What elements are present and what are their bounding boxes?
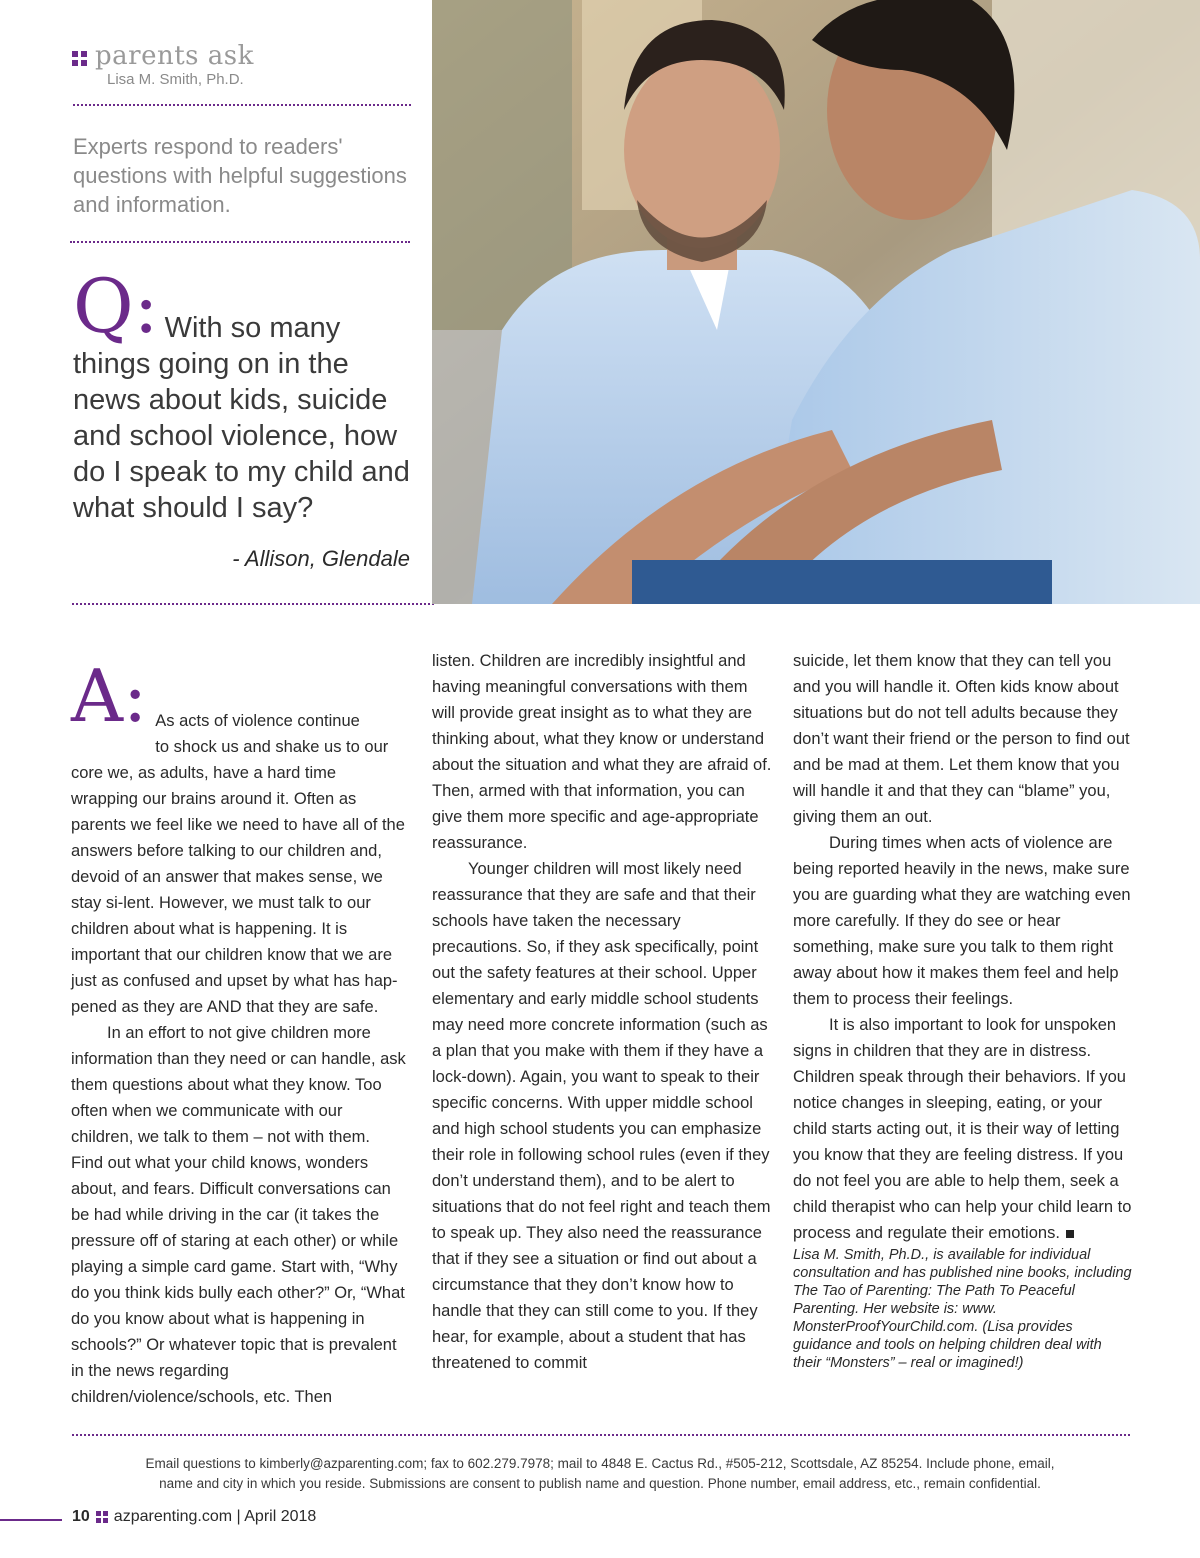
answer-paragraph-5: suicide, let them know that they can tell you and you will handle it. Often kids know about situations but do not tell adults because they don’t want their friend or the person to find out and be mad at them. Let them know that you will handle it and that they can “blame” you, giving them an out. [793,652,1130,826]
answer-column-1 [71,648,406,1410]
submission-note-line-2: name and city in which you reside. Submissions are consent to publish name and question. Phone number, email address, etc., remain confidential. [159,1476,1041,1491]
end-mark-icon [1066,1230,1074,1238]
answer-paragraph-7-text: It is also important to look for unspoken signs in children that they are in distress. Children speak through their behaviors. If you notice changes in sleeping, eating, or your child starts acting out, it is their way of letting you know that they are feeling distress. If you do not feel you are able to help them, seek a child therapist who can help your child learn to process and regulate their emotions. [793,1016,1132,1242]
father-and-son-photo-icon [432,0,1200,604]
question-first-line: With so many [164,312,341,344]
question-rest: things going on in the news about kids, suicide and school violence, how do I speak to my child and what should I say? [73,348,410,524]
submission-note [130,1454,1070,1494]
answer-paragraph-1: to shock us and shake us to our core we, as adults, have a hard time wrapping our brains around it. Often as parents we feel like we need to have all of the answers before talking to our children and, devoid of an answer that makes sense, we stay si-lent. However, we must talk to our children about what is happening. It is important that our children know that we are just as confused and upset by what has hap-pened as they are AND that they are safe. [71,738,405,1016]
answer-first-line: As acts of violence continue [155,712,360,730]
folio-rule [0,1519,62,1521]
question-attribution: - Allison, Glendale [232,546,410,571]
author-byline: Lisa M. Smith, Ph.D. [107,71,244,88]
publication-info: azparenting.com | April 2018 [113,1508,317,1525]
author-bio: Lisa M. Smith, Ph.D., is available for individual consultation and has published nine books, including The Tao of Parenting: The Path To Peaceful Parenting. Her website is: www. MonsterProofYourChild.com. (Lisa provides guidance and tools on helping children deal with their “Monsters” – real or imagined!) [793,1247,1132,1371]
answer-paragraph-6: During times when acts of violence are being reported heavily in the news, make sure you are guarding what they are watching even more carefully. If they do see or hear something, make sure you talk to them right away about how it makes them feel and help them to process their feelings. [793,834,1131,1008]
four-dots-icon [72,51,87,66]
divider-question [72,603,434,605]
section-title: parents ask [95,41,254,71]
article-photo [432,0,1200,604]
answer-paragraph-3: listen. Children are incredibly insightful and having meaningful conversations with them will provide great insight as to what they are thinking about, what they know or understand about the situation and what they are afraid of. Then, armed with that information, you can give them more specific and age-appropriate reassurance. [432,652,772,852]
intro-text: Experts respond to readers' questions with helpful suggestions and information. [73,134,407,217]
question-mark-letter: Q: [73,264,159,350]
page-folio [72,1508,316,1526]
answer-paragraph-4: Younger children will most likely need reassurance that they are safe and that their schools have taken the necessary precautions. So, if they ask specifically, point out the safety features at their school. Upper elementary and early middle school students may need more concrete information (such as a plan that you make with them if they have a lock-down). Again, you want to speak to their specific concerns. With upper middle school and high school students you can emphasize their role in following school rules (even if they don’t understand them), and to be alert to situations that do not feel right and teach them to speak up. They also need the reassurance that if they see a situation or find out about a circumstance that they don’t know how to handle that they can still come to you. If they hear, for example, about a student that has threatened to commit [432,860,771,1372]
section-kicker [72,42,254,70]
question-block [73,264,418,526]
divider-intro [70,241,410,243]
submission-note-line-1: Email questions to kimberly@azparenting.com; fax to 602.279.7978; mail to 4848 E. Cactus Rd., #505-212, Scottsdale, AZ 85254. Include phone, email, [145,1456,1055,1471]
divider-bottom [72,1434,1130,1436]
answer-mark-letter: A: [71,654,148,738]
answer-paragraph-7 [793,1012,1133,1246]
divider-top [73,104,411,106]
four-dots-icon [96,1511,108,1523]
answer-column-2 [432,648,772,1376]
answer-column-3 [793,648,1133,1372]
page-number: 10 [72,1508,90,1525]
answer-paragraph-2: In an effort to not give children more information than they need or can handle, ask them questions about what they know. Too often when we communicate with our children, we talk to them – not with them. Find out what your child knows, wonders about, and fears. Difficult conversations can be had while driving in the car (it takes the pressure off of staring at each other) or while playing a simple card game. Start with, “Why do you think kids bully each other?” Or, “What do you know about what is happening in schools?” Or whatever topic that is prevalent in the news regarding children/violence/schools, etc. Then [71,1024,406,1406]
